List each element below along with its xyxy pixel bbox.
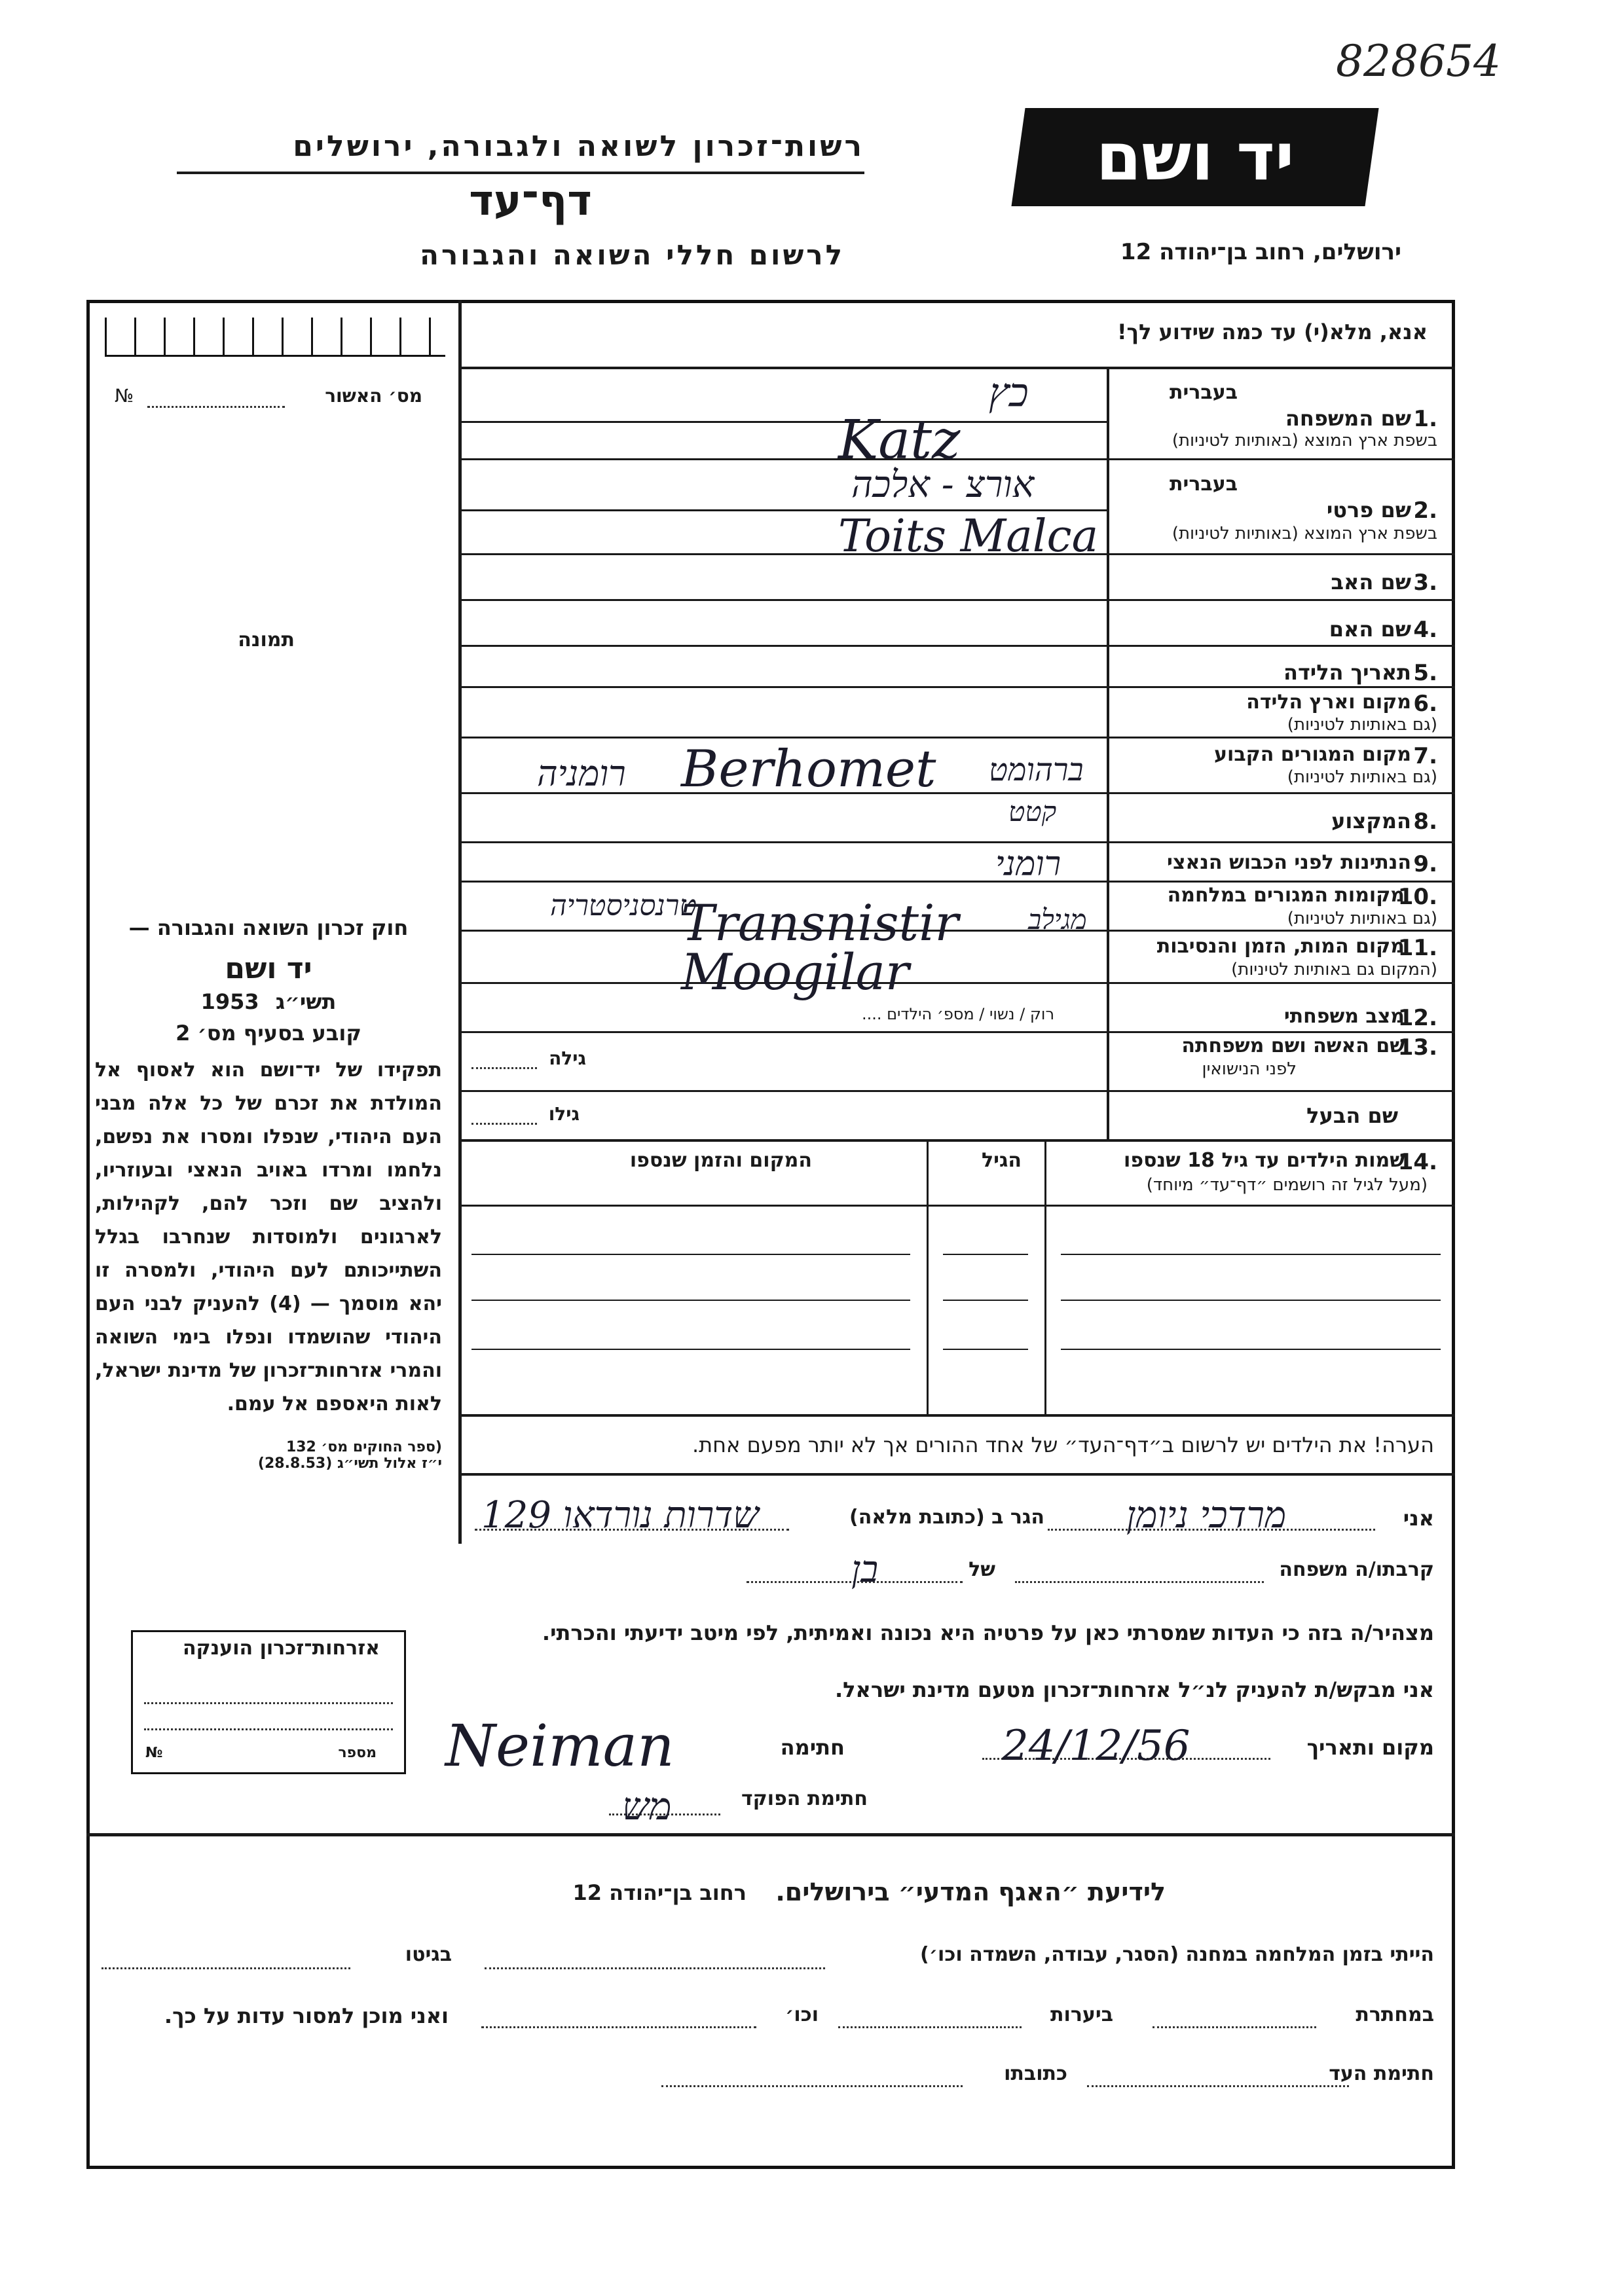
law-gazette: (ספר החוקים מס׳ 132 (286, 1439, 442, 1455)
archive-address: רחוב בן־יהודה 12 (572, 1880, 747, 1905)
hand-signature: Neiman (445, 1712, 674, 1779)
hand-declarant-name: מרדכי ניומן (1126, 1494, 1287, 1537)
archive-etc: וכו׳ (785, 2003, 819, 2026)
archive-willing: ואני מוכן למסור עדות על כך. (164, 2003, 449, 2028)
field-4-num: 4. (1413, 617, 1437, 643)
field-13-num: 13. (1397, 1034, 1437, 1061)
field-2-hebrew: בעברית (1170, 473, 1238, 496)
field-10-sub: (גם באותיות לטיניות) (1287, 909, 1437, 928)
law-gazette-date: י״ז אלול תשי״ג (28.8.53) (257, 1455, 442, 1472)
field-14-age-header: הגיל (982, 1149, 1022, 1172)
lives-at-label: הגר ב (כתובת מלאה) (849, 1506, 1044, 1529)
field-1-hebrew: בעברית (1170, 381, 1238, 404)
law-name: יד ושם (225, 952, 312, 985)
citizenship-number-label: מספר (338, 1745, 377, 1761)
hand-firstname-hebrew: אורצ - אלכה (851, 464, 1035, 506)
law-box (95, 910, 442, 1472)
field-6-label: מקום וארץ הלידה (1246, 691, 1411, 714)
signature-label: חתימה (780, 1735, 845, 1760)
hand-surname-hebrew: כץ (989, 370, 1029, 416)
archive-witness-signature: חתימת העד (1329, 2062, 1434, 2085)
place-date-label: מקום ותאריך (1306, 1735, 1434, 1760)
field-5-label: תאריך הלידה (1283, 660, 1411, 685)
field-8-label: המקצוע (1331, 809, 1411, 833)
document-number: 828654 (1336, 36, 1501, 86)
declaration-text: מצהיר/ה בזה כי העדות שמסרתי כאן על פרטיה היא נכונה ואמיתית, לפי מיטב ידיעתי והכרתי. (542, 1620, 1434, 1645)
field-3-num: 3. (1413, 570, 1437, 596)
archive-ghetto: בגיטו (405, 1943, 452, 1966)
field-8-num: 8. (1413, 809, 1437, 835)
archive-line1: הייתי בזמן המלחמה במחנה (הסגר, עבודה, השמדה וכו׳) (920, 1943, 1434, 1966)
field-10-label: מקומות המגורים במלחמה (1167, 884, 1405, 907)
hand-death-place: Moogilar (681, 943, 910, 1001)
hand-war-places-hebrew: טרנסניסטריה (550, 889, 697, 922)
field-1-sub: בשפת ארץ המוצא (באותיות לטיניות) (1172, 431, 1437, 450)
relation-label: קרבתו/ה משפחה (1279, 1558, 1434, 1581)
photo-label: תמונה (238, 629, 295, 651)
field-2-label: שם פרטי (1326, 498, 1411, 522)
request-text: אני מבקש/ת להעניק לנ״ל אזרחות־זכרון מטעם מדינת ישראל. (835, 1677, 1434, 1702)
hand-residence-extra: קטט (1008, 795, 1057, 828)
field-6-num: 6. (1413, 691, 1437, 717)
law-title: חוק זכרון השואה והגבורה — (128, 915, 409, 940)
hand-declarant-address: שדרות נורדאו 129 (481, 1494, 759, 1537)
field-9-num: 9. (1413, 851, 1437, 877)
field-13-sub: לפני הנישואין (1202, 1059, 1297, 1079)
field-7-sub: (גם באותיות לטיניות) (1287, 767, 1437, 787)
yad-vashem-logo (1011, 108, 1378, 206)
citizenship-no-sign: № (145, 1745, 163, 1761)
form-title: דף־עד (469, 177, 592, 225)
archive-forests: ביערות (1050, 2003, 1113, 2026)
field-1-label: שם המשפחה (1285, 406, 1411, 431)
hand-nationality: רומני (995, 845, 1061, 884)
archive-address-label: כתובתו (1004, 2062, 1067, 2085)
hand-date: 24/12/56 (1002, 1722, 1190, 1770)
field-11-num: 11. (1397, 935, 1437, 961)
field-3-label: שם האב (1331, 570, 1411, 594)
field-14-sub: (מעל לגיל זה רושמים ״דף־עד״ מיוחד) (1146, 1175, 1428, 1195)
officer-signature-label: חתימת הפוקד (741, 1787, 868, 1810)
approval-number-label: מס׳ האשור (325, 385, 422, 407)
field-9-label: הנתינות לפני הכבוש הנאצי (1167, 851, 1411, 874)
field-7-num: 7. (1413, 743, 1437, 769)
field-4-label: שם האם (1329, 617, 1411, 642)
logo-text: יד ושם (1096, 118, 1295, 195)
field-12-num: 12. (1397, 1005, 1437, 1031)
hand-residence-latin: Berhomet (681, 740, 936, 799)
field-7-label: מקום המגורים הקבוע (1214, 743, 1411, 766)
form-subtitle: לרשום חללי השואה והגבורה (420, 239, 845, 271)
hand-officer-signature: מש (622, 1784, 672, 1829)
field-5-num: 5. (1413, 660, 1437, 686)
tick-boxes (105, 318, 445, 357)
instruction: אנא, מלא(י) עד כמה שידוע לך! (1116, 319, 1428, 344)
hand-residence-country: רומניה (537, 753, 626, 794)
authority-title: רשות־זכרון לשואה ולגבורה, ירושלים (293, 130, 864, 163)
field-14-num: 14. (1397, 1149, 1437, 1175)
declarant-i-label: אני (1403, 1506, 1434, 1531)
approval-no-sign: № (115, 385, 134, 407)
husband-age-label: גילו (548, 1103, 580, 1125)
field-11-sub: (המקום גם באותיות לטיניות) (1231, 960, 1437, 979)
field-11-label: מקום המות, הזמן והנסיבות (1156, 935, 1405, 958)
hand-surname-latin: Katz (838, 409, 961, 471)
law-text: תפקידו של יד־ושם הוא לאסוף אל המולדת את זכרם של כל אלה מבני העם היהודי, שנפלו ומסרו את נפשם, נלחמו ומרדו באויב הנאצי ובעוזריו, ולהציב שם וזכר להם, לקהילות, לארגונים ולמוסדות שנחרבו בגלל השתייכותם לעם היהודי, ולמסרה זו יהא מוסמך — (4) להעניק לבני העם היהודי שהושמדו ונפלו בימי השואה והמרי אזרחות־זכרון של מדינת ישראל, לאות היאספם אל עמם. (95, 1059, 443, 1415)
field-6-sub: (גם באותיות לטיניות) (1287, 715, 1437, 735)
field-12-label: מצב משפחתי (1283, 1005, 1405, 1028)
law-year: 1953 (200, 989, 259, 1014)
field-14-place-header: המקום והזמן שנספו (629, 1149, 812, 1172)
note: הערה! את הילדים יש לרשום ב״דף־העד״ של אחד ההורים אך לא יותר מפעם אחת. (692, 1432, 1434, 1457)
field-13-label: שם האשה ושם משפחתה (1181, 1034, 1405, 1057)
law-year-hebrew: תשי״ג (275, 989, 337, 1014)
field-12-options: רוק / נשוי / מספ׳ הילדים .... (861, 1005, 1054, 1023)
archive-title: לידיעת ״האגף המדעי״ בירושלים. (775, 1878, 1166, 1906)
hand-firstname-latin: Toits Malca (838, 511, 1099, 562)
law-section: קובע בסעיף מס׳ 2 (175, 1021, 361, 1046)
of-label: של (969, 1558, 995, 1581)
hand-war-places-extra: מגילב (1028, 903, 1087, 936)
field-1-num: 1. (1413, 406, 1437, 432)
hand-war-places-latin: Transnistir (681, 894, 959, 952)
field-14-label: שמות הילדים עד גיל 18 שנספו (1124, 1149, 1405, 1172)
field-2-num: 2. (1413, 498, 1437, 524)
citizenship-title: אזרחות־זכרון הוענקה (182, 1637, 380, 1660)
hand-relation: בן (851, 1548, 879, 1591)
field-13-age-label: גילה (549, 1048, 586, 1069)
husband-label: שם הבעל (1306, 1103, 1398, 1128)
archive-underground: במחתרת (1356, 2003, 1434, 2026)
field-2-sub: בשפת ארץ המוצא (באותיות לטיניות) (1172, 524, 1437, 543)
field-10-num: 10. (1397, 884, 1437, 910)
address: ירושלים, רחוב בן־יהודה 12 (1120, 239, 1401, 265)
hand-residence-hebrew: ברהומט (989, 752, 1084, 788)
